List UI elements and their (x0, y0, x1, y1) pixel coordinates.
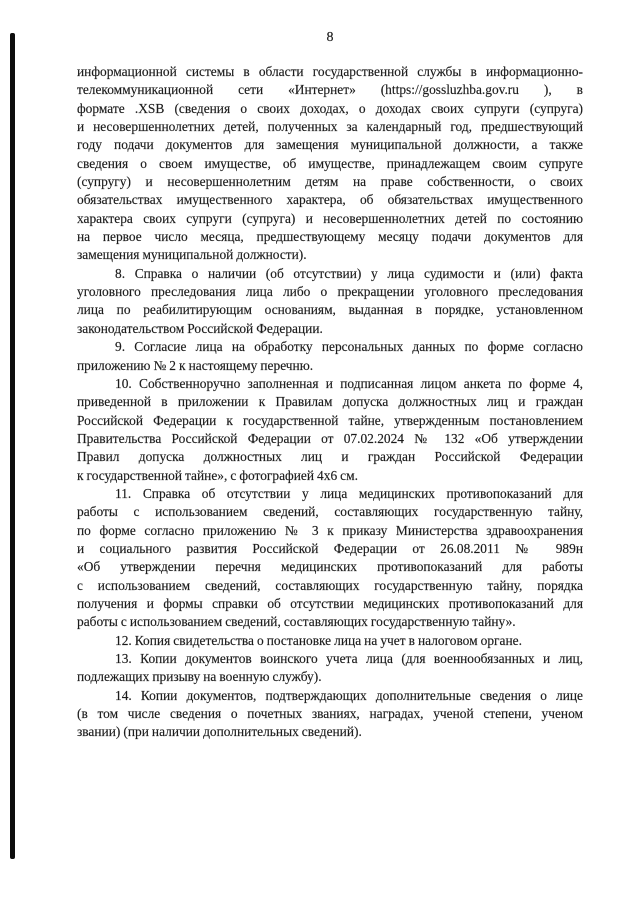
text-line: и социального развития Российской Федерации от 26.08.2011 № 989н (77, 540, 583, 556)
text-line: Российской Федерации к государственной тайне, утвержденным постановлением (77, 412, 583, 428)
text-line: 10. Собственноручно заполненная и подписанная лицом анкета по форме 4, (115, 375, 583, 391)
text-line: уголовного преследования лица либо о прекращении уголовного преследования (77, 284, 583, 300)
text-line: Правительства Российской Федерации от 07.02.2024 № 132 «Об утверждении (77, 430, 583, 446)
text-line: получения и формы справки об отсутствии медицинских противопоказаний для (77, 595, 583, 611)
text-line: по форме согласно приложению № 3 к приказу Министерства здравоохранения (77, 522, 583, 538)
text-line: 14. Копии документов, подтверждающих дополнительные сведения о лице (115, 687, 583, 703)
text-line: работы с использованием сведений, составляющих государственную тайну». (77, 614, 516, 630)
text-line: законодательством Российской Федерации. (77, 320, 323, 336)
text-line: году подачи документов для замещения муниципальной должности, а также (77, 137, 583, 153)
text-line: лица по реабилитирующим основаниям, выданная в порядке, установленном (77, 302, 583, 318)
text-line: звании) (при наличии дополнительных сведений). (77, 724, 362, 740)
text-line: (супругу) и несовершеннолетним детям на праве собственности, о своих (77, 174, 583, 190)
text-line: 9. Согласие лица на обработку персональных данных по форме согласно (115, 339, 583, 355)
text-line: приложению № 2 к настоящему перечню. (77, 357, 314, 373)
document-body (77, 63, 583, 742)
text-line: работы с использованием сведений, составляющих государственную тайну, (77, 504, 583, 520)
text-line: замещения муниципальной должности). (77, 247, 307, 263)
text-line: на первое число месяца, предшествующему месяцу подачи документов для (77, 229, 583, 245)
text-line: и несовершеннолетних детей, полученных за календарный год, предшествующий (77, 119, 583, 135)
text-line: к государственной тайне», с фотографией 4х6 см. (77, 467, 358, 483)
text-line: подлежащих призыву на военную службу). (77, 669, 322, 685)
text-line: 13. Копии документов воинского учета лица (для военнообязанных и лиц, (115, 651, 583, 666)
page-number: 8 (326, 30, 334, 45)
text-line: характера своих супруги (супруга) и несовершеннолетних детей по состоянию (77, 210, 583, 226)
text-line: 11. Справка об отсутствии у лица медицинских противопоказаний для (115, 485, 583, 501)
scan-edge-artifact (10, 33, 15, 859)
text-line: Правил допуска должностных лиц и граждан Российской Федерации (77, 449, 583, 465)
text-line: формате .XSB (сведения о своих доходах, о доходах своих супруги (супруга) (77, 100, 583, 116)
text-line: приведенной в приложении к Правилам допуска должностных лиц и граждан (77, 394, 583, 410)
text-line: сведения о своем имуществе, об имуществе, принадлежащем своим супруге (77, 155, 583, 171)
text-line: (в том числе сведения о почетных званиях, наградах, ученой степени, ученом (77, 706, 583, 722)
text-line: телекоммуникационной сети «Интернет» (https://gossluzhba.gov.ru ), в (77, 82, 583, 98)
text-line: 12. Копия свидетельства о постановке лица на учет в налоговом органе. (115, 632, 522, 648)
text-line: 8. Справка о наличии (об отсутствии) у лица судимости и (или) факта (115, 265, 583, 281)
text-line: с использованием сведений, составляющих государственную тайну, порядка (77, 577, 583, 593)
text-line: «Об утверждении перечня медицинских противопоказаний для работы (77, 559, 583, 575)
text-line: информационной системы в области государственной службы в информационно- (77, 64, 583, 79)
text-line: обязательствах имущественного характера, об обязательствах имущественного (77, 192, 583, 208)
